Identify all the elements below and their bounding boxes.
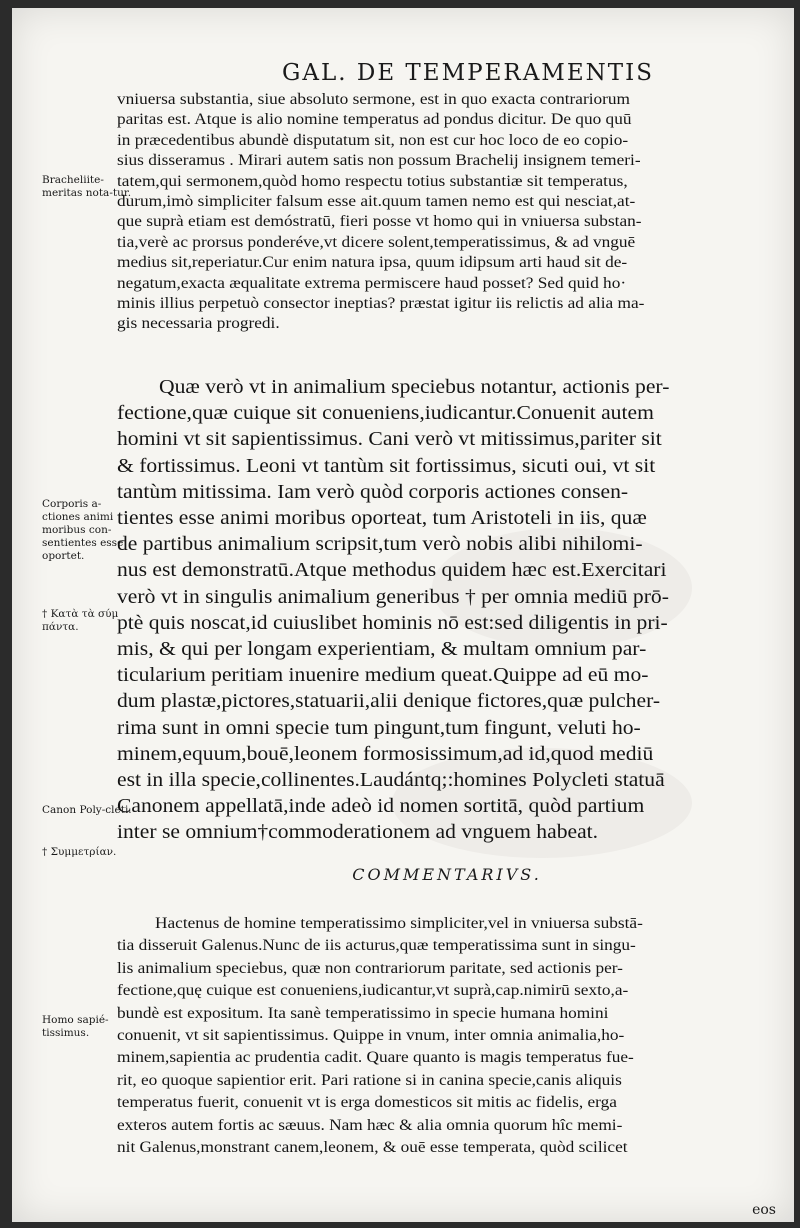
text-line: temperatus fuerit, conuenit vt is erga domesticos sit mitis ac fidelis, erga: [117, 1094, 617, 1112]
paragraph-2: [117, 374, 787, 846]
margin-note-greek-1: † Κατὰ τὰ σύμ πάντα.: [42, 608, 119, 633]
text-line: ticularium peritiam inuenire medium queat.Quippe ad eū mo-: [117, 664, 649, 687]
text-line: est in illa specie,collinentes.Laudántq;:homines Polycleti statuā: [117, 769, 665, 792]
text-line: Canonem appellatā,inde adeò id nomen sortitā, quòd partium: [117, 795, 645, 818]
text-line: bundè est expositum. Ita sanè temperatissimo in specie humana homini: [117, 1004, 609, 1022]
margin-note-brachelii: Bracheliite-meritas nota-tur.: [42, 174, 132, 199]
text-line: & fortissimus. Leoni vt tantùm sit fortissimus, sicuti oui, vt sit: [117, 454, 656, 477]
text-line: vniuersa substantia, siue absoluto sermone, est in quo exacta contrariorum: [117, 91, 630, 108]
text-line: tientes esse animi moribus oporteat, tum Aristoteli in iis, quæ: [117, 507, 647, 530]
text-line: exteros autem fortis ac sæuus. Nam hæc & alia omnia quorum hîc memi-: [117, 1116, 623, 1134]
text-line: homini vt sit sapientissimus. Cani verò vt mitissimus,pariter sit: [117, 428, 662, 451]
text-line: gis necessaria progredi.: [117, 315, 280, 333]
text-line: ptè quis noscat,id cuiuslibet hominis nō est:sed diligentis in pri-: [117, 611, 668, 634]
margin-note-canon: Canon Poly-cleti.: [42, 804, 132, 816]
text-line: minem,equum,bouē,leonem formosissimum,ad id,quod mediū: [117, 742, 654, 765]
text-line: Quæ verò vt in animalium speciebus notantur, actionis per-: [159, 376, 670, 398]
text-line: de partibus animalium scripsit,tum verò nobis alibi nihilomi-: [117, 533, 643, 556]
text-line: fectione,quę cuique est conueniens,iudicantur,vt suprà,cap.nimirū sexto,a-: [117, 982, 629, 1000]
text-line: tia,verè ac prorsus ponderéve,vt dicere solent,temperatissimus, & ad vnguē: [117, 233, 636, 251]
margin-note-homo: Homo sapié-tissimus.: [42, 1014, 109, 1039]
book-page: [12, 8, 794, 1222]
commentary: [117, 913, 787, 1159]
catchword: eos: [752, 1202, 776, 1218]
text-line: inter se omnium†commoderationem ad vnguem habeat.: [117, 821, 599, 844]
paragraph-1: [117, 90, 787, 335]
text-line: durum,imò simpliciter falsum esse ait.quum tamen nemo est qui nesciat,at-: [117, 193, 636, 211]
text-line: minem,sapientia ac prudentia cadit. Quare quanto is magis temperatus fue-: [117, 1049, 634, 1067]
text-line: verò vt in singulis animalium generibus † per omnia mediū prō-: [117, 585, 669, 608]
commentarius-heading: COMMENTARIVS.: [352, 865, 542, 884]
text-line: negatum,exacta æqualitate extrema permiscere haud posset? Sed quid ho·: [117, 274, 627, 292]
text-line: mis, & qui per longam experientiam, & multam omnium par-: [117, 638, 647, 661]
text-line: tia disseruit Galenus.Nunc de iis acturus,quæ temperatissima sunt in singu-: [117, 937, 636, 955]
margin-note-greek-2: † Συμμετρίαν.: [42, 846, 117, 858]
text-line: rima sunt in omni specie tum pingunt,tum fingunt, veluti ho-: [117, 716, 641, 739]
text-line: tantùm mitissima. Iam verò quòd corporis actiones consen-: [117, 480, 629, 503]
text-line: rit, eo quoque sapientior erit. Pari ratione si in canina specie,canis aliquis: [117, 1071, 622, 1089]
text-line: tatem,qui sermonem,quòd homo respectu totius substantiæ sit temperatus,: [117, 172, 628, 190]
text-line: dum plastæ,pictores,statuarii,alii denique fictores,quæ pulcher-: [117, 690, 661, 713]
text-line: sius disseramus . Mirari autem satis non possum Brachelij insignem temeri-: [117, 152, 641, 170]
text-line: conuenit, vt sit sapientissimus. Quippe in vnum, inter omnia animalia,ho-: [117, 1027, 625, 1045]
text-line: nus est demonstratū.Atque methodus quidem hæc est.Exercitari: [117, 559, 667, 582]
margin-note-corporis: Corporis a-ctiones animi moribus con-sentientes esse oportet.: [42, 498, 124, 562]
text-line: lis animalium speciebus, quæ non contrariorum paritate, sed actionis per-: [117, 959, 623, 977]
text-line: medius sit,reperiatur.Cur enim natura ipsa, quum idipsum arti haud sit de-: [117, 254, 628, 272]
text-line: minis illius perpetuò consector ineptias? præstat igitur iis relictis ad alia ma-: [117, 295, 645, 313]
running-head: GAL. DE TEMPERAMENTIS: [282, 60, 654, 86]
text-line: que suprà etiam est demóstratū, fieri posse vt homo qui in vniuersa substan-: [117, 213, 642, 231]
text-line: Hactenus de homine temperatissimo simpliciter,vel in vniuersa substā-: [155, 915, 643, 932]
text-line: nit Galenus,monstrant canem,leonem, & ouē esse temperata, quòd scilicet: [117, 1139, 628, 1157]
text-line: fectione,quæ cuique sit conueniens,iudicantur.Conuenit autem: [117, 402, 654, 425]
text-line: paritas est. Atque is alio nomine temperatus ad pondus dicitur. De quo quū: [117, 111, 632, 129]
text-line: in præcedentibus abundè disputatum sit, non est cur hoc loco de eo copio-: [117, 131, 629, 149]
